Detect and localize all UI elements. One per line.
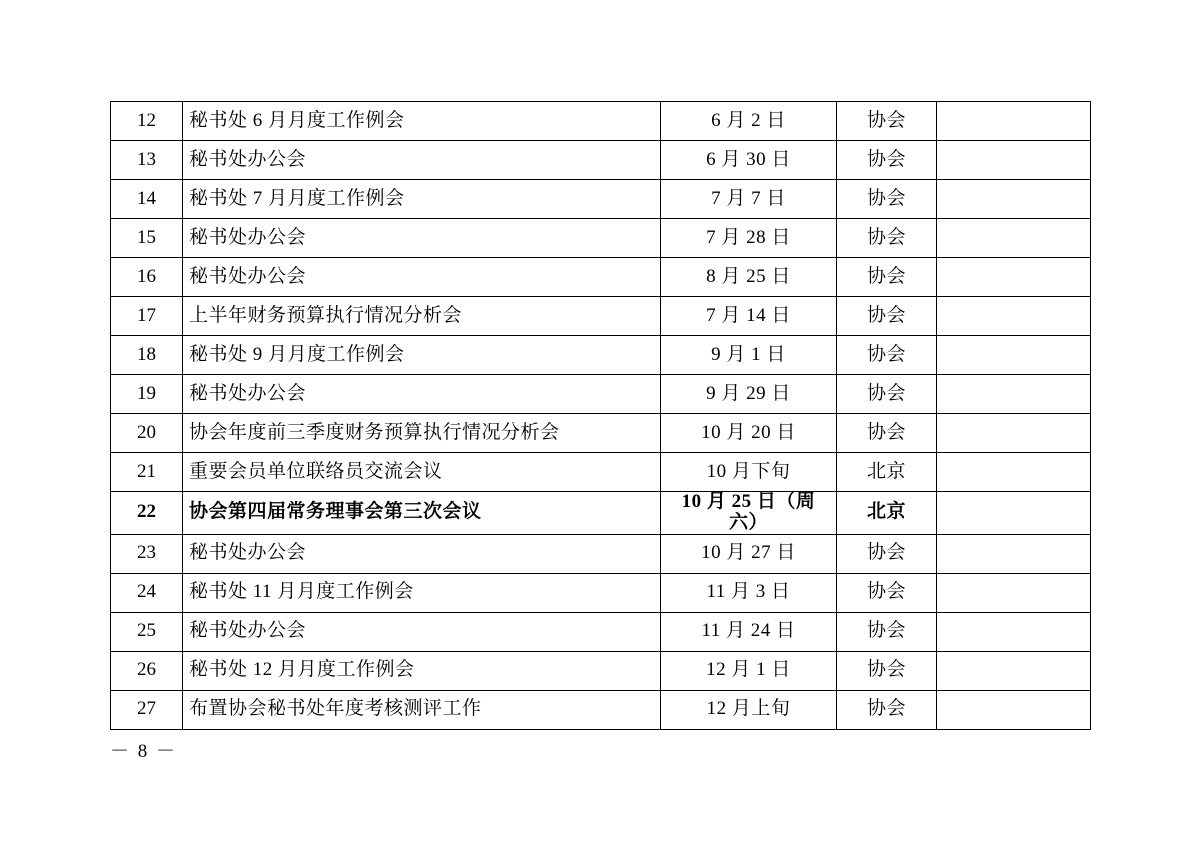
row-number-cell: 17	[111, 297, 183, 336]
row-item-cell: 秘书处办公会	[183, 219, 661, 258]
row-number-cell: 12	[111, 102, 183, 141]
row-item-cell: 秘书处办公会	[183, 258, 661, 297]
row-date-cell: 8 月 25 日	[661, 258, 837, 297]
row-item-cell: 协会第四届常务理事会第三次会议	[183, 492, 661, 535]
table-row	[111, 453, 1091, 492]
table-row	[111, 141, 1091, 180]
row-number-cell: 13	[111, 141, 183, 180]
table-row	[111, 258, 1091, 297]
row-note-cell	[937, 219, 1091, 258]
row-item-cell: 协会年度前三季度财务预算执行情况分析会	[183, 414, 661, 453]
table-row	[111, 102, 1091, 141]
row-note-cell	[937, 180, 1091, 219]
schedule-table-body	[111, 102, 1091, 730]
row-date-cell: 11 月 3 日	[661, 573, 837, 612]
row-place-cell: 协会	[837, 258, 937, 297]
row-note-cell	[937, 453, 1091, 492]
row-note-cell	[937, 612, 1091, 651]
row-place-cell: 协会	[837, 651, 937, 690]
row-number-cell: 27	[111, 690, 183, 729]
row-number-cell: 19	[111, 375, 183, 414]
row-place-cell: 协会	[837, 375, 937, 414]
table-row	[111, 690, 1091, 729]
row-number-cell: 18	[111, 336, 183, 375]
row-date-cell: 10 月 20 日	[661, 414, 837, 453]
row-item-cell: 秘书处 11 月月度工作例会	[183, 573, 661, 612]
row-number-cell: 16	[111, 258, 183, 297]
row-date-cell: 12 月 1 日	[661, 651, 837, 690]
row-note-cell	[937, 102, 1091, 141]
row-number-cell: 22	[111, 492, 183, 535]
row-note-cell	[937, 141, 1091, 180]
row-item-cell: 秘书处 9 月月度工作例会	[183, 336, 661, 375]
row-place-cell: 协会	[837, 180, 937, 219]
row-place-cell: 协会	[837, 573, 937, 612]
row-item-cell: 秘书处办公会	[183, 141, 661, 180]
row-place-cell: 协会	[837, 102, 937, 141]
table-row	[111, 534, 1091, 573]
row-place-cell: 协会	[837, 141, 937, 180]
table-row	[111, 375, 1091, 414]
row-item-cell: 秘书处办公会	[183, 612, 661, 651]
row-date-cell: 7 月 14 日	[661, 297, 837, 336]
row-number-cell: 26	[111, 651, 183, 690]
table-row	[111, 651, 1091, 690]
row-number-cell: 15	[111, 219, 183, 258]
row-date-cell: 6 月 2 日	[661, 102, 837, 141]
page-number: － 8 －	[110, 741, 178, 762]
row-date-cell: 12 月上旬	[661, 690, 837, 729]
row-item-cell: 重要会员单位联络员交流会议	[183, 453, 661, 492]
row-item-cell: 秘书处办公会	[183, 375, 661, 414]
row-number-cell: 20	[111, 414, 183, 453]
row-note-cell	[937, 336, 1091, 375]
table-row	[111, 414, 1091, 453]
table-row	[111, 297, 1091, 336]
row-item-cell: 秘书处 12 月月度工作例会	[183, 651, 661, 690]
row-place-cell: 协会	[837, 534, 937, 573]
row-note-cell	[937, 258, 1091, 297]
row-number-cell: 23	[111, 534, 183, 573]
row-date-cell: 7 月 7 日	[661, 180, 837, 219]
row-item-cell: 布置协会秘书处年度考核测评工作	[183, 690, 661, 729]
row-place-cell: 协会	[837, 414, 937, 453]
table-row	[111, 492, 1091, 535]
row-note-cell	[937, 375, 1091, 414]
row-note-cell	[937, 573, 1091, 612]
row-date-cell: 6 月 30 日	[661, 141, 837, 180]
row-note-cell	[937, 690, 1091, 729]
schedule-table-container	[110, 101, 1090, 730]
row-item-cell: 上半年财务预算执行情况分析会	[183, 297, 661, 336]
table-row	[111, 336, 1091, 375]
row-place-cell: 北京	[837, 492, 937, 535]
row-note-cell	[937, 414, 1091, 453]
row-place-cell: 协会	[837, 336, 937, 375]
row-note-cell	[937, 651, 1091, 690]
schedule-table	[110, 101, 1091, 730]
row-place-cell: 协会	[837, 297, 937, 336]
row-date-cell: 10 月 25 日（周六）	[661, 492, 837, 535]
row-item-cell: 秘书处 7 月月度工作例会	[183, 180, 661, 219]
table-row	[111, 180, 1091, 219]
row-number-cell: 24	[111, 573, 183, 612]
row-place-cell: 协会	[837, 690, 937, 729]
row-number-cell: 21	[111, 453, 183, 492]
table-row	[111, 219, 1091, 258]
row-item-cell: 秘书处 6 月月度工作例会	[183, 102, 661, 141]
row-note-cell	[937, 492, 1091, 535]
row-date-cell: 7 月 28 日	[661, 219, 837, 258]
row-note-cell	[937, 534, 1091, 573]
row-item-cell: 秘书处办公会	[183, 534, 661, 573]
row-place-cell: 北京	[837, 453, 937, 492]
row-date-cell: 10 月下旬	[661, 453, 837, 492]
row-date-cell: 10 月 27 日	[661, 534, 837, 573]
row-number-cell: 25	[111, 612, 183, 651]
row-date-cell: 11 月 24 日	[661, 612, 837, 651]
table-row	[111, 612, 1091, 651]
row-place-cell: 协会	[837, 612, 937, 651]
table-row	[111, 573, 1091, 612]
row-date-cell: 9 月 1 日	[661, 336, 837, 375]
row-number-cell: 14	[111, 180, 183, 219]
row-place-cell: 协会	[837, 219, 937, 258]
row-note-cell	[937, 297, 1091, 336]
row-date-cell: 9 月 29 日	[661, 375, 837, 414]
